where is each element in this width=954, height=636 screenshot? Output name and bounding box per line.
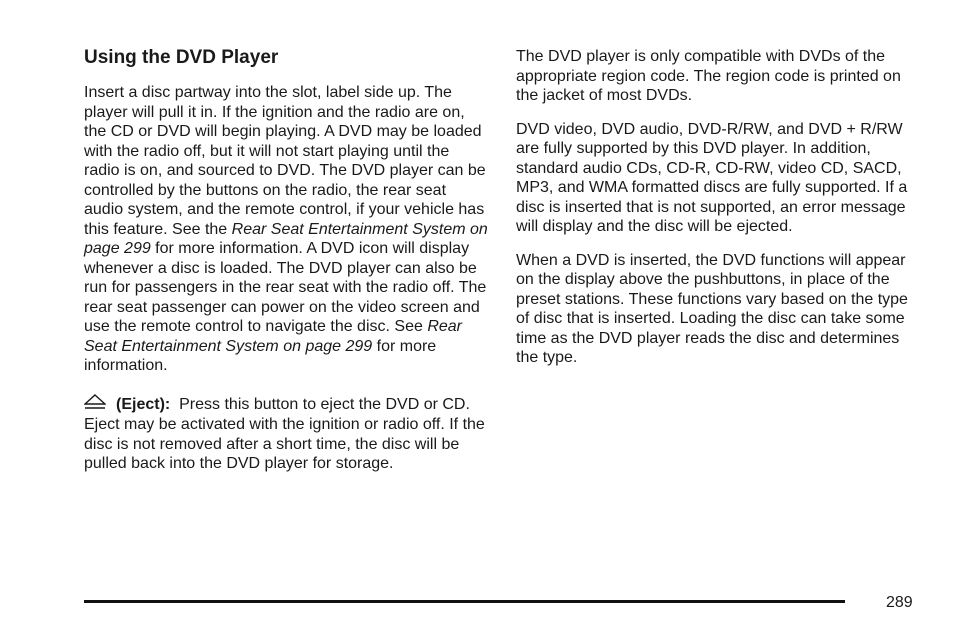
footer-rule [84,600,845,603]
eject-icon [84,394,106,416]
insert-disc-text-1: Insert a disc partway into the slot, label side up. The player will pull it in. If the ignition and the radio are on, the CD or DVD will begin playing. A DVD may be loaded with the radio off, but it will not start playing until the radio is on, and sourced to DVD. The DVD player can be controlled by the buttons on the radio, the rear seat audio system, and the remote control, if your vehicle has this feature. See the [84,84,486,238]
right-column [516,47,911,382]
insert-disc-text-3: for more information. [84,337,437,374]
page-number: 289 [886,594,913,611]
eject-paragraph [84,394,488,474]
left-column [84,47,488,488]
insert-disc-text-2: for more information. A DVD icon will display whenever a disc is loaded. The DVD player can also be run for passengers in the rear seat with the radio off. The rear seat passenger can power on the video screen and use the remote control to navigate the disc. See [84,240,487,335]
section-heading: Using the DVD Player [84,47,279,68]
eject-label: (Eject): [116,395,171,413]
cross-reference-1: Rear Seat Entertainment System on page 299 [84,220,488,257]
insert-disc-paragraph [84,83,488,376]
supported-formats-paragraph: DVD video, DVD audio, DVD-R/RW, and DVD + R/RW are fully supported by this DVD player. In addition, standard audio CDs, CD-R, CD-RW, video CD, SACD, MP3, and WMA formatted discs are fully supported. If a disc is inserted that is not supported, an error message will display and the disc will be ejected. [516,120,908,235]
eject-description: Press this button to eject the DVD or CD. Eject may be activated with the ignition or radio off. If the disc is not removed after a short time, the disc will be pulled back into the DVD player for storage. [84,395,485,472]
dvd-functions-paragraph: When a DVD is inserted, the DVD functions will appear on the display above the pushbuttons, in place of the preset stations. These functions vary based on the type of disc that is inserted. Loading the disc can take some time as the DVD player reads the disc and determines the type. [516,251,908,366]
region-code-paragraph: The DVD player is only compatible with DVDs of the appropriate region code. The region code is printed on the jacket of most DVDs. [516,48,901,104]
cross-reference-2: Rear Seat Entertainment System on page 299 [84,318,462,355]
